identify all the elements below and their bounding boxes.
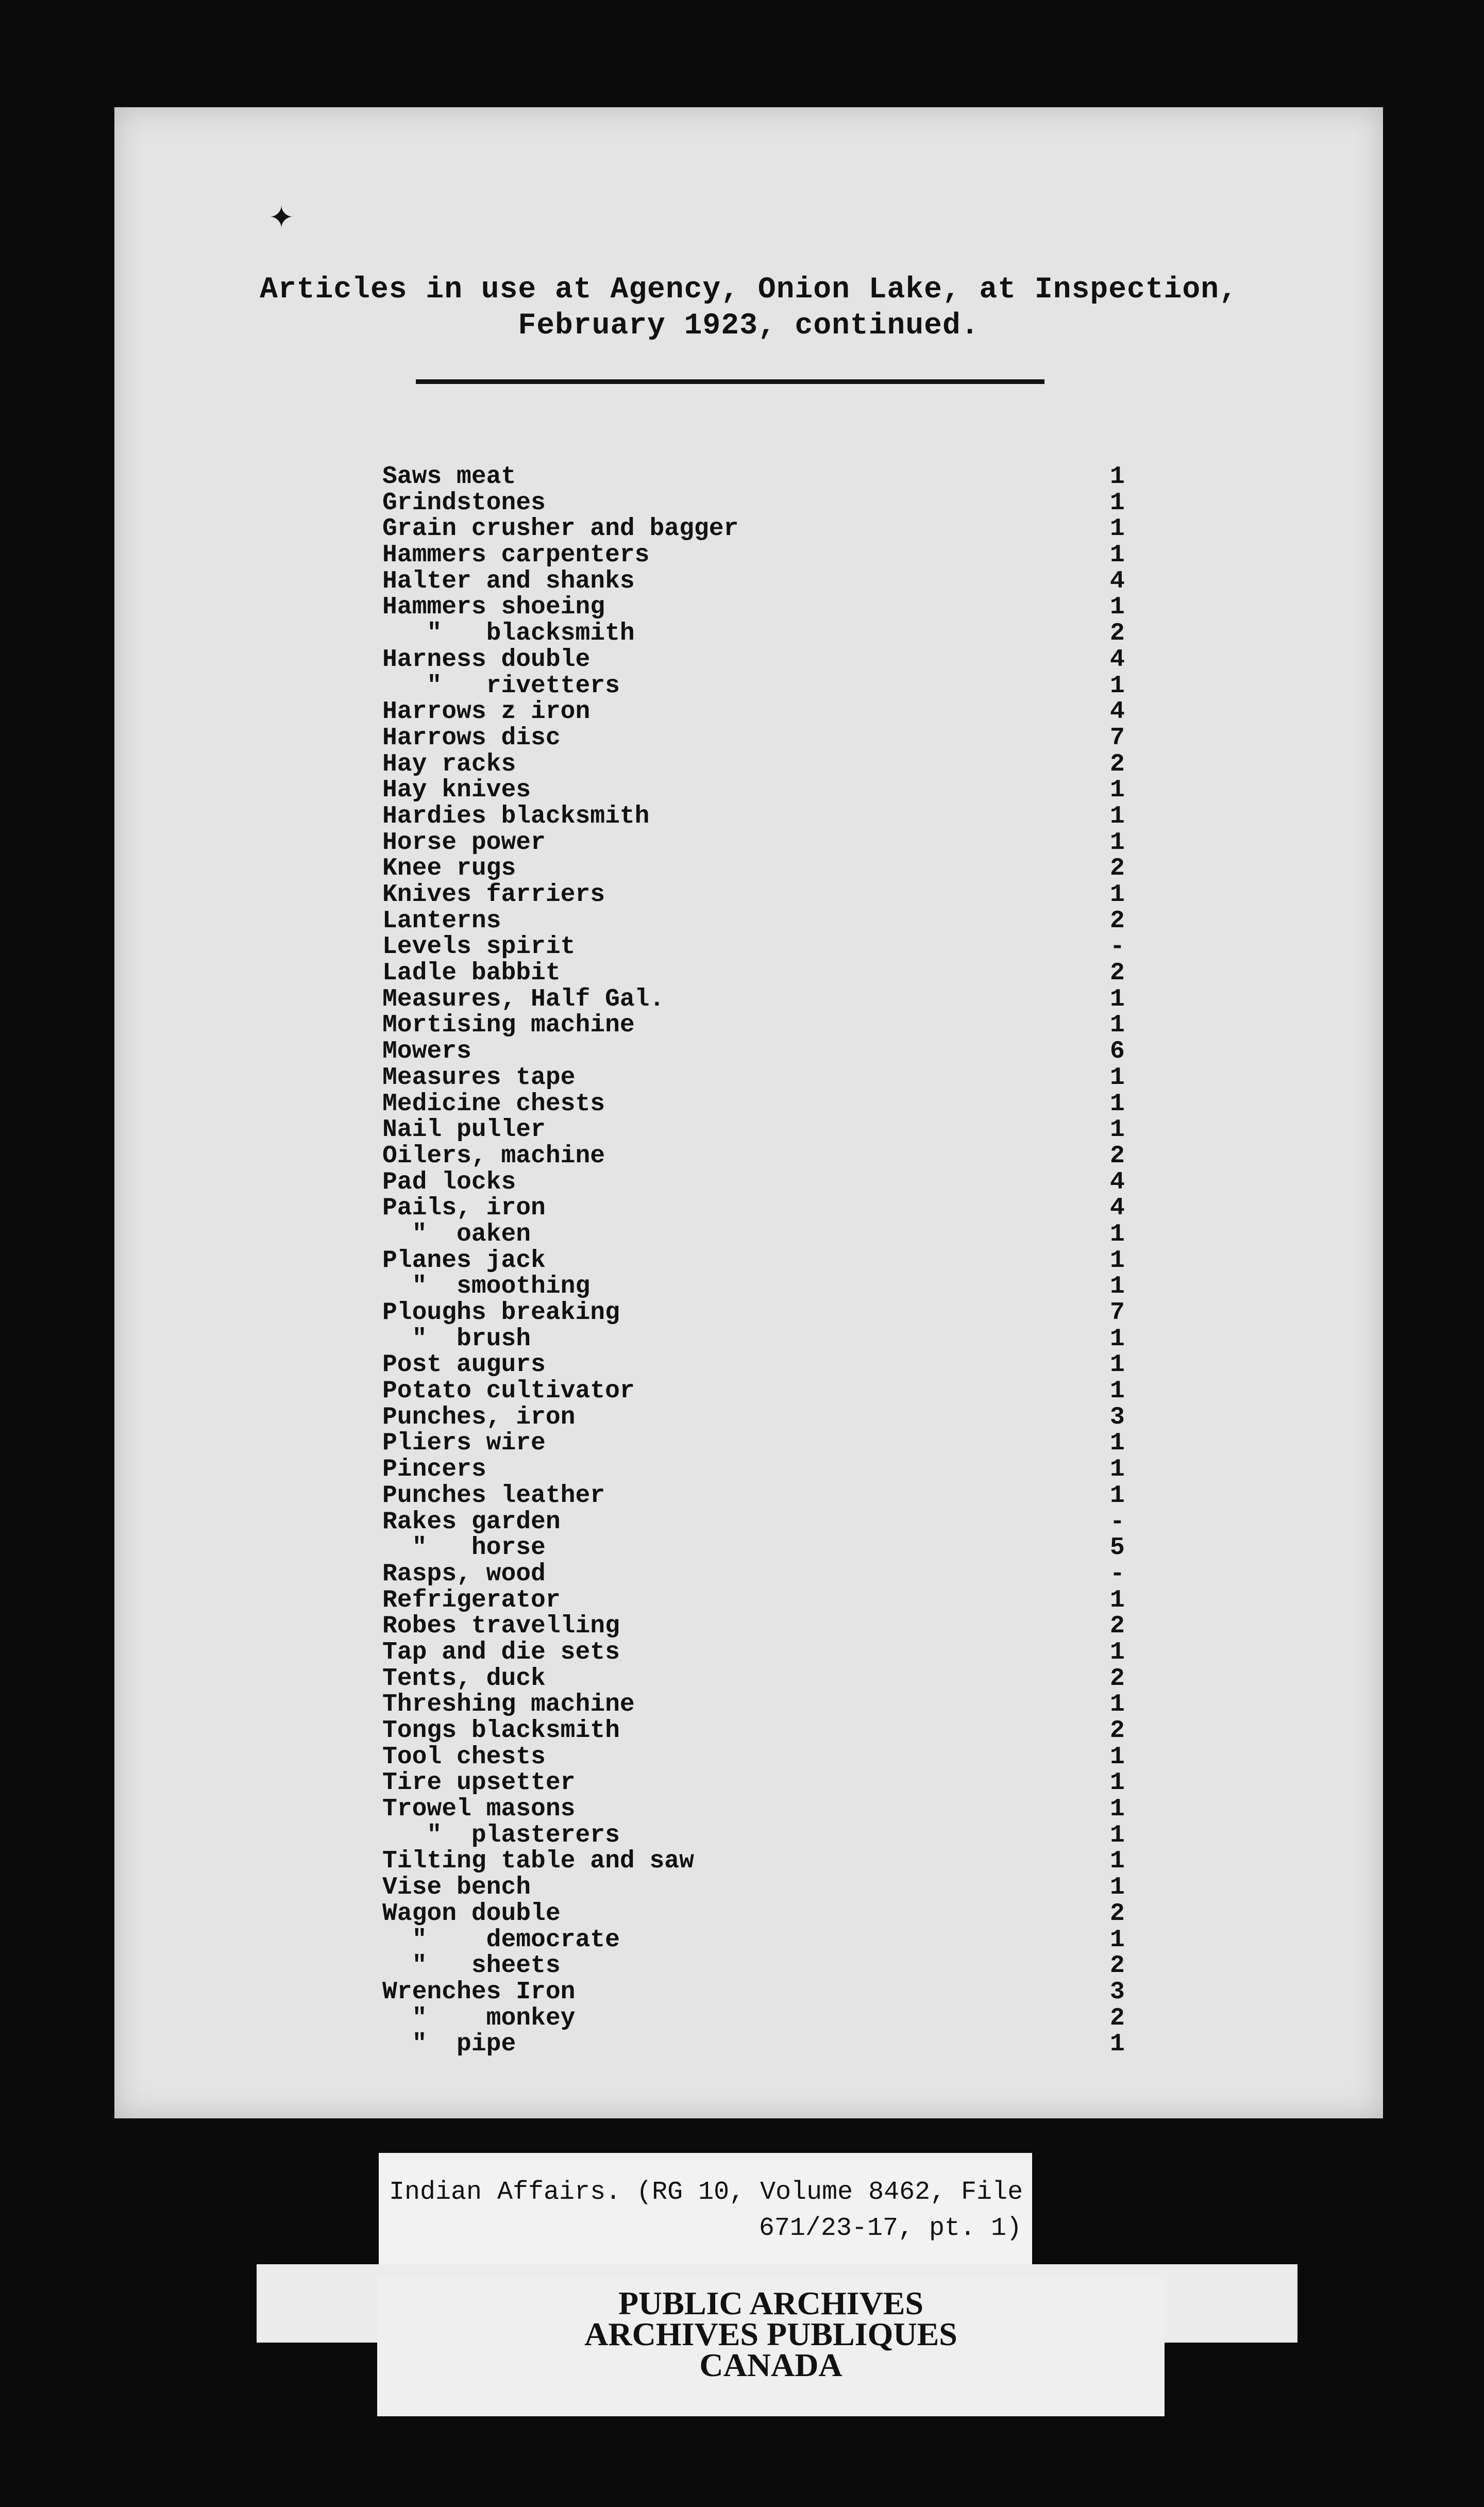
item-name: Pincers (382, 1456, 486, 1484)
item-name: Harrows disc (382, 724, 561, 752)
item-quantity: - (1110, 1560, 1125, 1588)
item-name: Oilers, machine (382, 1142, 605, 1170)
item-quantity: 1 (1110, 1847, 1125, 1876)
list-item (382, 1795, 1176, 1824)
list-item (382, 1011, 1176, 1038)
item-name: " oaken (382, 1220, 531, 1248)
item-quantity: 1 (1110, 1246, 1125, 1275)
item-quantity: - (1110, 933, 1125, 961)
list-item (382, 933, 1176, 959)
item-quantity: 2 (1110, 1899, 1125, 1928)
list-item (382, 1116, 1176, 1142)
item-name: Rasps, wood (382, 1560, 546, 1588)
item-name: Measures tape (382, 1063, 576, 1092)
list-item (382, 620, 1176, 646)
item-name: Hammers shoeing (382, 593, 605, 622)
item-quantity: 3 (1110, 1403, 1125, 1431)
item-name: Tool chests (382, 1743, 546, 1771)
item-name: " sheets (382, 1952, 561, 1980)
list-item (382, 1847, 1176, 1874)
item-name: Hammers carpenters (382, 541, 650, 570)
stamp-line-2: ARCHIVES PUBLIQUES (584, 2316, 957, 2352)
item-name: Levels spirit (382, 933, 576, 961)
archive-reference-line-1: Indian Affairs. (RG 10, Volume 8462, File (389, 2178, 1023, 2207)
item-name: Knee rugs (382, 855, 516, 883)
item-quantity: 4 (1110, 1194, 1125, 1223)
item-name: Tap and die sets (382, 1638, 620, 1666)
item-quantity: 1 (1110, 1743, 1125, 1771)
list-item (382, 541, 1176, 570)
item-name: " rivetters (382, 672, 620, 700)
list-item (382, 985, 1176, 1012)
list-item (382, 1717, 1176, 1743)
item-name: Measures, Half Gal. (382, 985, 665, 1013)
item-name: Saws meat (382, 463, 516, 491)
item-quantity: 1 (1110, 828, 1125, 857)
list-item (382, 959, 1176, 988)
item-quantity: 1 (1110, 1795, 1125, 1824)
list-item (382, 1325, 1176, 1351)
item-name: Mortising machine (382, 1011, 635, 1040)
item-quantity: 2 (1110, 907, 1125, 935)
list-item (382, 1691, 1176, 1717)
item-quantity: 2 (1110, 1717, 1125, 1745)
list-item (382, 1247, 1176, 1273)
item-quantity: 1 (1110, 1926, 1125, 1954)
item-name: " pipe (382, 2030, 516, 2059)
item-name: Horse power (382, 828, 546, 857)
list-item (382, 776, 1176, 803)
list-item (382, 1090, 1176, 1116)
list-item (382, 1221, 1176, 1247)
item-name: Grindstones (382, 489, 546, 517)
item-quantity: 1 (1110, 1063, 1125, 1092)
list-item (382, 1665, 1176, 1691)
item-name: Punches leather (382, 1481, 605, 1510)
item-name: Threshing machine (382, 1691, 635, 1719)
item-name: Tilting table and saw (382, 1847, 694, 1876)
item-quantity: 1 (1110, 463, 1125, 491)
item-name: Tents, duck (382, 1664, 546, 1693)
item-quantity: 2 (1110, 855, 1125, 883)
list-item (382, 567, 1176, 594)
item-quantity: 1 (1110, 541, 1125, 570)
list-item (382, 1038, 1176, 1064)
item-name: " smoothing (382, 1273, 591, 1301)
list-item (382, 855, 1176, 881)
item-quantity: 1 (1110, 1090, 1125, 1118)
list-item (382, 1456, 1176, 1482)
list-item (382, 724, 1176, 750)
item-quantity: 4 (1110, 698, 1125, 726)
list-item (382, 1194, 1176, 1221)
list-item (382, 1168, 1176, 1195)
list-item (382, 1403, 1176, 1430)
item-name: Harness double (382, 645, 591, 674)
list-item (382, 2030, 1176, 2057)
list-item (382, 1064, 1176, 1090)
item-name: " brush (382, 1325, 531, 1353)
item-quantity: 1 (1110, 1481, 1125, 1510)
item-quantity: 1 (1110, 1821, 1125, 1849)
list-item (382, 1743, 1176, 1769)
stamp-line-3: CANADA (699, 2347, 842, 2383)
item-quantity: 1 (1110, 1691, 1125, 1719)
list-item (382, 1900, 1176, 1926)
item-name: Nail puller (382, 1116, 546, 1144)
item-quantity: 2 (1110, 1142, 1125, 1170)
item-quantity: 1 (1110, 1769, 1125, 1797)
list-item (382, 1874, 1176, 1900)
title-line-1: Articles in use at Agency, Onion Lake, at Inspection, (260, 273, 1238, 307)
item-quantity: 1 (1110, 1429, 1125, 1458)
list-item (382, 750, 1176, 777)
item-quantity: 1 (1110, 593, 1125, 622)
list-item (382, 1926, 1176, 1952)
item-quantity: 1 (1110, 1586, 1125, 1614)
list-item (382, 593, 1176, 620)
item-quantity: - (1110, 1508, 1125, 1536)
item-quantity: 2 (1110, 959, 1125, 988)
item-name: Ploughs breaking (382, 1299, 620, 1327)
list-item (382, 698, 1176, 724)
item-name: Trowel masons (382, 1795, 576, 1824)
item-name: Pails, iron (382, 1194, 546, 1223)
item-quantity: 1 (1110, 776, 1125, 805)
item-quantity: 1 (1110, 672, 1125, 700)
item-quantity: 2 (1110, 620, 1125, 648)
item-quantity: 7 (1110, 724, 1125, 752)
item-quantity: 1 (1110, 1273, 1125, 1301)
title-underline (416, 379, 1044, 384)
item-quantity: 1 (1110, 1456, 1125, 1484)
list-item (382, 1952, 1176, 1978)
item-quantity: 1 (1110, 802, 1125, 830)
item-quantity: 1 (1110, 1011, 1125, 1040)
list-item (382, 829, 1176, 855)
item-quantity: 7 (1110, 1299, 1125, 1327)
list-item (382, 907, 1176, 933)
list-item (382, 1377, 1176, 1406)
item-quantity: 1 (1110, 1116, 1125, 1144)
list-item (382, 1429, 1176, 1456)
item-quantity: 1 (1110, 2030, 1125, 2059)
list-item (382, 1299, 1176, 1325)
list-item (382, 1142, 1176, 1168)
item-quantity: 2 (1110, 2004, 1125, 2032)
item-name: Halter and shanks (382, 567, 635, 595)
item-name: Post augurs (382, 1351, 546, 1379)
list-item (382, 1560, 1176, 1586)
item-quantity: 6 (1110, 1038, 1125, 1066)
item-name: Hardies blacksmith (382, 802, 650, 830)
punch-mark: ✦ (269, 194, 294, 241)
item-name: Pliers wire (382, 1429, 546, 1458)
stamp-line-1: PUBLIC ARCHIVES (618, 2285, 924, 2321)
item-quantity: 2 (1110, 750, 1125, 778)
item-name: Vise bench (382, 1874, 531, 1902)
item-name: Hay knives (382, 776, 531, 805)
item-quantity: 4 (1110, 1168, 1125, 1196)
list-item (382, 1586, 1176, 1613)
document-title (114, 272, 1383, 344)
item-quantity: 2 (1110, 1952, 1125, 1980)
list-item (382, 646, 1176, 672)
list-item (382, 1978, 1176, 2004)
item-name: Pad locks (382, 1168, 516, 1196)
list-item (382, 1612, 1176, 1639)
item-name: Robes travelling (382, 1612, 620, 1641)
item-quantity: 1 (1110, 1351, 1125, 1379)
archive-reference-line-2: 671/23-17, pt. 1) (758, 2214, 1022, 2243)
list-item (382, 803, 1176, 829)
item-quantity: 4 (1110, 567, 1125, 595)
list-item (382, 2004, 1176, 2031)
item-name: Mowers (382, 1038, 471, 1066)
item-quantity: 1 (1110, 1874, 1125, 1902)
inventory-list (382, 463, 1176, 2057)
item-name: Wagon double (382, 1899, 561, 1928)
item-name: Tongs blacksmith (382, 1717, 620, 1745)
item-quantity: 1 (1110, 1377, 1125, 1406)
item-quantity: 1 (1110, 1638, 1125, 1666)
item-name: Grain crusher and bagger (382, 515, 739, 543)
list-item (382, 1769, 1176, 1795)
item-name: " plasterers (382, 1821, 620, 1849)
item-quantity: 3 (1110, 1978, 1125, 2006)
item-quantity: 4 (1110, 645, 1125, 674)
item-name: Refrigerator (382, 1586, 561, 1614)
item-quantity: 1 (1110, 489, 1125, 517)
item-name: Lanterns (382, 907, 501, 935)
title-line-2: February 1923, continued. (518, 309, 980, 343)
item-quantity: 1 (1110, 985, 1125, 1013)
archive-reference-label (379, 2153, 1032, 2276)
item-quantity: 1 (1110, 1325, 1125, 1353)
item-quantity: 2 (1110, 1612, 1125, 1641)
list-item (382, 515, 1176, 541)
item-name: " horse (382, 1534, 546, 1562)
list-item (382, 1351, 1176, 1377)
item-name: " monkey (382, 2004, 576, 2032)
item-name: Rakes garden (382, 1508, 561, 1536)
item-name: Medicine chests (382, 1090, 605, 1118)
list-item (382, 672, 1176, 698)
item-name: " blacksmith (382, 620, 635, 648)
item-name: Tire upsetter (382, 1769, 576, 1797)
item-quantity: 1 (1110, 881, 1125, 909)
item-name: Harrows z iron (382, 698, 591, 726)
list-item (382, 1534, 1176, 1560)
item-name: Ladle babbit (382, 959, 561, 988)
list-item (382, 1508, 1176, 1534)
item-name: Punches, iron (382, 1403, 576, 1431)
item-name: Planes jack (382, 1246, 546, 1275)
list-item (382, 881, 1176, 907)
list-item (382, 1273, 1176, 1299)
list-item (382, 489, 1176, 515)
list-item (382, 1821, 1176, 1848)
item-name: Wrenches Iron (382, 1978, 576, 2006)
list-item (382, 463, 1176, 489)
item-name: Knives farriers (382, 881, 605, 909)
item-quantity: 1 (1110, 515, 1125, 543)
document-page (114, 107, 1383, 2118)
list-item (382, 1639, 1176, 1665)
item-quantity: 2 (1110, 1664, 1125, 1693)
item-quantity: 5 (1110, 1534, 1125, 1562)
item-quantity: 1 (1110, 1220, 1125, 1248)
item-name: " democrate (382, 1926, 620, 1954)
list-item (382, 1482, 1176, 1508)
item-name: Hay racks (382, 750, 516, 778)
item-name: Potato cultivator (382, 1377, 635, 1406)
